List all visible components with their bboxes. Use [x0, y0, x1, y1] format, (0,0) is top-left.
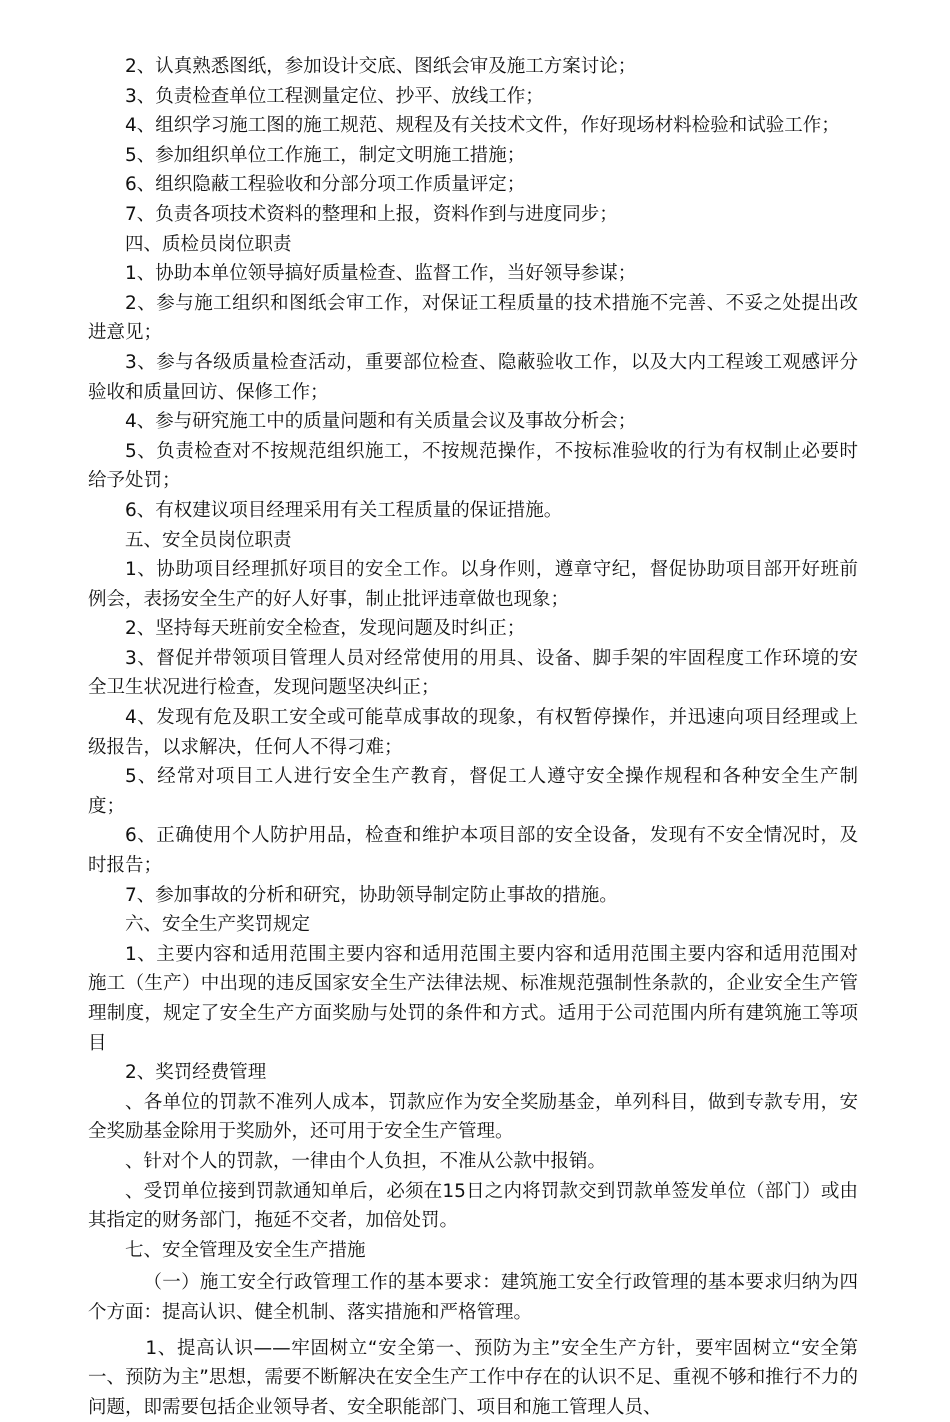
- paragraph: 7、参加事故的分析和研究，协助领导制定防止事故的措施。: [125, 884, 618, 906]
- paragraph: 5、负责检查对不按规范组织施工，不按规范操作，不按标准验收的行为有权制止必要时给予处罚；: [88, 440, 858, 492]
- paragraph: 3、参与各级质量检查活动，重要部位检查、隐蔽验收工作，以及大内工程竣工观感评分验收和质量回访、保修工作；: [88, 351, 858, 403]
- paragraph: （一）施工安全行政管理工作的基本要求：建筑施工安全行政管理的基本要求归纳为四个方面：提高认识、健全机制、落实措施和严格管理。: [88, 1272, 858, 1323]
- paragraph: 、各单位的罚款不准列人成本，罚款应作为安全奖励基金，单列科目，做到专款专用，安全奖励基金除用于奖励外，还可用于安全生产管理。: [88, 1091, 858, 1143]
- paragraph: 4、参与研究施工中的质量问题和有关质量会议及事故分析会；: [125, 411, 637, 433]
- paragraph: 6、组织隐蔽工程验收和分部分项工作质量评定；: [125, 174, 526, 196]
- paragraph: 、受罚单位接到罚款通知单后，必须在15日之内将罚款交到罚款单签发单位（部门）或由其指定的财务部门，拖延不交者，加倍处罚。: [88, 1180, 858, 1232]
- paragraph: 2、认真熟悉图纸，参加设计交底、图纸会审及施工方案讨论；: [125, 56, 637, 77]
- section-heading: 四、质检员岗位职责: [125, 233, 292, 255]
- paragraph: 2、奖罚经费管理: [125, 1062, 267, 1084]
- paragraph: 2、参与施工组织和图纸会审工作，对保证工程质量的技术措施不完善、不妥之处提出改进意见；: [88, 292, 858, 344]
- paragraph: 3、负责检查单位工程测量定位、抄平、放线工作；: [125, 85, 544, 107]
- paragraph: 1、协助本单位领导搞好质量检查、监督工作，当好领导参谋；: [125, 263, 637, 285]
- paragraph: 7、负责各项技术资料的整理和上报，资料作到与进度同步；: [125, 203, 618, 225]
- paragraph: 1、提高认识——牢固树立“安全第一、预防为主”安全生产方针，要牢固树立“安全第一、预防为主”思想，需要不断解决在安全生产工作中存在的认识不足、重视不够和推行不力的问题，即需要包括企业领导者、安全职能部门、项目和施工管理人员、: [88, 1337, 858, 1418]
- paragraph: 3、督促并带领项目管理人员对经常使用的用具、设备、脚手架的牢固程度工作环境的安全卫生状况进行检查，发现问题坚决纠正；: [88, 647, 858, 699]
- section-heading: 五、安全员岗位职责: [125, 529, 292, 551]
- document-body: [88, 52, 858, 1422]
- paragraph: 1、协助项目经理抓好项目的安全工作。以身作则，遵章守纪，督促协助项目部开好班前例会，表扬安全生产的好人好事，制止批评违章做也现象；: [88, 559, 858, 610]
- paragraph: 6、有权建议项目经理采用有关工程质量的保证措施。: [125, 499, 563, 521]
- paragraph: 、针对个人的罚款，一律由个人负担，不准从公款中报销。: [125, 1150, 607, 1172]
- paragraph: 4、组织学习施工图的施工规范、规程及有关技术文件，作好现场材料检验和试验工作；: [125, 115, 840, 137]
- paragraph: 6、正确使用个人防护用品，检查和维护本项目部的安全设备，发现有不安全情况时，及时报告；: [88, 825, 858, 877]
- paragraph: 5、参加组织单位工作施工，制定文明施工措施；: [125, 144, 526, 166]
- section-heading: 七、安全管理及安全生产措施: [125, 1239, 366, 1261]
- paragraph: 1、主要内容和适用范围主要内容和适用范围主要内容和适用范围主要内容和适用范围对施工（生产）中出现的违反国家安全生产法律法规、标准规范强制性条款的，企业安全生产管理制度，规定了安全生产方面奖励与处罚的条件和方式。适用于公司范围内所有建筑施工等项目: [88, 943, 858, 1054]
- paragraph: 5、经常对项目工人进行安全生产教育，督促工人遵守安全操作规程和各种安全生产制度；: [88, 766, 858, 817]
- section-heading: 六、安全生产奖罚规定: [125, 914, 311, 936]
- paragraph: 2、坚持每天班前安全检查，发现问题及时纠正；: [125, 618, 526, 640]
- paragraph: 4、发现有危及职工安全或可能草成事故的现象，有权暂停操作，并迅速向项目经理或上级报告，以求解决，任何人不得刁难；: [88, 707, 858, 758]
